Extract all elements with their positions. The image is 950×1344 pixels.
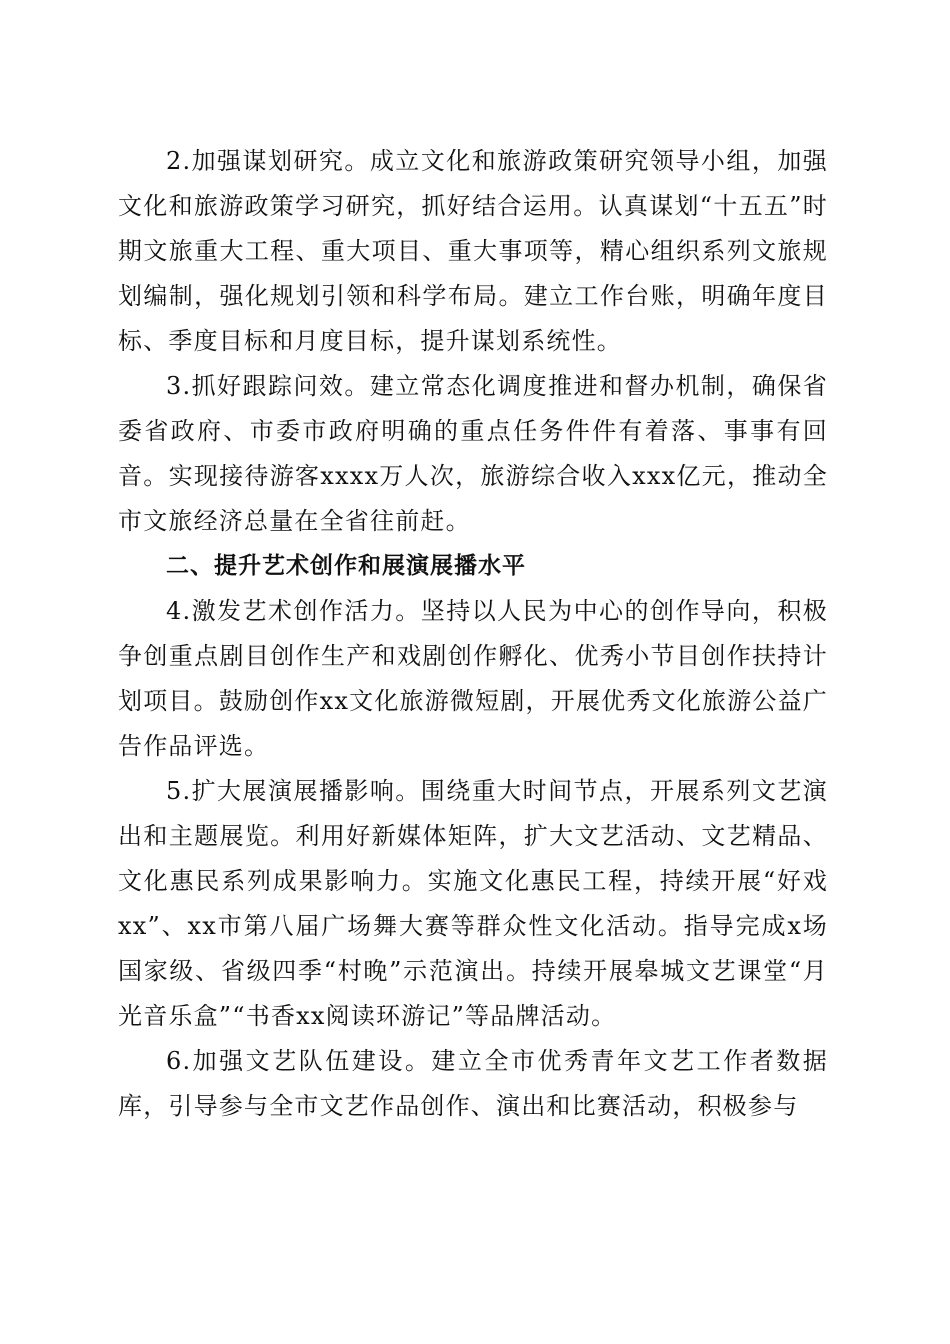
paragraph-2-planning-research: 2.加强谋划研究。成立文化和旅游政策研究领导小组，加强文化和旅游政策学习研究，抓好结合运用。认真谋划“十五五”时期文旅重大工程、重大项目、重大事项等，精心组织系列文旅规划编制，强化规划引领和科学布局。建立工作台账，明确年度目标、季度目标和月度目标，提升谋划系统性。 (118, 147, 828, 355)
section-heading-2: 二、提升艺术创作和展演展播水平 (166, 553, 526, 579)
paragraph-3-tracking-accountability: 3.抓好跟踪问效。建立常态化调度推进和督办机制，确保省委省政府、市委市政府明确的重点任务件件有着落、事事有回音。实现接待游客xxxx万人次，旅游综合收入xxx亿元，推动全市文旅经济总量在全省往前赶。 (118, 372, 828, 535)
paragraph-6-arts-team: 6.加强文艺队伍建设。建立全市优秀青年文艺工作者数据库，引导参与全市文艺作品创作、演出和比赛活动，积极参与 (118, 1047, 828, 1120)
paragraph-4-art-creation: 4.激发艺术创作活力。坚持以人民为中心的创作导向，积极争创重点剧目创作生产和戏剧创作孵化、优秀小节目创作扶持计划项目。鼓励创作xx文化旅游微短剧，开展优秀文化旅游公益广告作品评选。 (118, 597, 828, 760)
document-body (118, 139, 828, 1129)
paragraph-5-performance-broadcast: 5.扩大展演展播影响。围绕重大时间节点，开展系列文艺演出和主题展览。利用好新媒体矩阵，扩大文艺活动、文艺精品、文化惠民系列成果影响力。实施文化惠民工程，持续开展“好戏xx”、xx市第八届广场舞大赛等群众性文化活动。指导完成x场国家级、省级四季“村晚”示范演出。持续开展皋城文艺课堂“月光音乐盒”“书香xx阅读环游记”等品牌活动。 (118, 777, 828, 1030)
